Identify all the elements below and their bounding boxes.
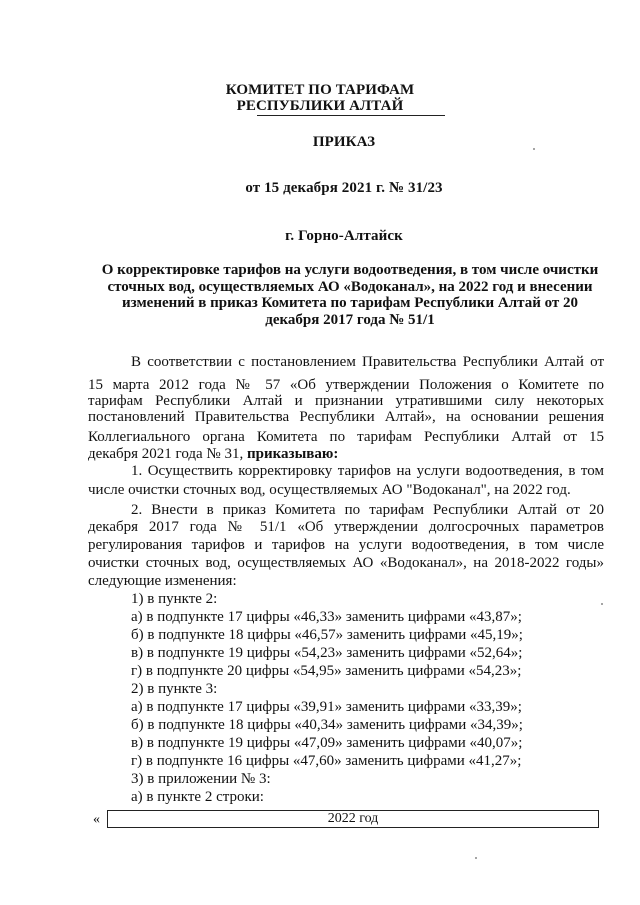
preamble-line: В соответствии с постановлением Правительства Республики Алтай от [131, 354, 604, 370]
subject-line: сточных вод, осуществляемых АО «Водоканал», на 2022 год и внесении [107, 278, 593, 295]
sub-item: в) в подпункте 19 цифры «47,09» заменить цифрами «40,07»; [131, 735, 523, 751]
preamble-last-line [88, 446, 338, 462]
item1-line: 1. Осуществить корректировку тарифов на услуги водоотведения, в том [131, 463, 604, 479]
orders-word: приказываю: [247, 446, 339, 462]
sub-item: г) в подпункте 20 цифры «54,95» заменить цифрами «54,23»; [131, 663, 522, 679]
item1-line: числе очистки сточных вод, осуществляемых АО "Водоканал", на 2022 год. [88, 482, 571, 498]
sub-item: а) в подпункте 17 цифры «46,33» заменить цифрами «43,87»; [131, 609, 522, 625]
table-cell-year: 2022 год [327, 811, 379, 826]
document-type: ПРИКАЗ [312, 134, 376, 150]
preamble-line: 15 марта 2012 года № 57 «Об утверждении Положения о Комитете по [88, 377, 604, 393]
subject-line: О корректировке тарифов на услуги водоотведения, в том числе очистки [101, 262, 599, 278]
sub-item: б) в подпункте 18 цифры «46,57» заменить цифрами «45,19»; [131, 627, 523, 643]
sub-item: а) в подпункте 17 цифры «39,91» заменить цифрами «33,39»; [131, 699, 522, 715]
sub-item: 2) в пункте 3: [131, 681, 218, 697]
preamble-line: Коллегиального органа Комитета по тарифам Республики Алтай от 15 [88, 429, 604, 445]
sub-item: г) в подпункте 16 цифры «47,60» заменить цифрами «41,27»; [131, 753, 522, 769]
subject-line: изменений в приказ Комитета по тарифам Республики Алтай от 20 [121, 295, 579, 311]
sub-item: 3) в приложении № 3: [131, 771, 271, 787]
sub-item: а) в пункте 2 строки: [131, 789, 264, 805]
sub-item: б) в подпункте 18 цифры «40,34» заменить цифрами «34,39»; [131, 717, 523, 733]
document-date-number: от 15 декабря 2021 г. № 31/23 [245, 180, 443, 196]
committee-name-line1: КОМИТЕТ ПО ТАРИФАМ [225, 82, 415, 98]
sub-item: 1) в пункте 2: [131, 591, 218, 607]
document-city: г. Горно-Алтайск [285, 228, 403, 244]
header-underline [257, 115, 445, 116]
item2-line: декабря 2017 года № 51/1 «Об утверждении долгосрочных параметров [88, 519, 604, 535]
preamble-last-text: декабря 2021 года № 31, [88, 446, 244, 462]
item2-line: регулирования тарифов и тарифов на услуги водоотведения, в том числе [88, 537, 604, 553]
table-open-quote: « [93, 812, 100, 827]
item2-line: 2. Внести в приказ Комитета по тарифам Республики Алтай от 20 [131, 502, 604, 518]
scan-speck [475, 857, 477, 859]
subject-line: декабря 2017 года № 51/1 [265, 311, 435, 328]
tariff-table-row [107, 810, 599, 828]
item2-line: следующие изменения: [88, 573, 237, 589]
document-subject [88, 262, 612, 328]
scan-speck [533, 148, 535, 150]
item2-line: очистки сточных вод, осуществляемых АО «Водоканал», на 2018-2022 годы» [88, 555, 604, 571]
preamble-line: постановлений Правительства Республики Алтай», на основании решения [88, 409, 604, 425]
preamble-line: тарифам Республики Алтай и признании утратившими силу некоторых [88, 393, 604, 409]
committee-name-line2: РЕСПУБЛИКИ АЛТАЙ [236, 98, 404, 114]
scan-speck [601, 603, 603, 605]
sub-item: в) в подпункте 19 цифры «54,23» заменить цифрами «52,64»; [131, 645, 523, 661]
